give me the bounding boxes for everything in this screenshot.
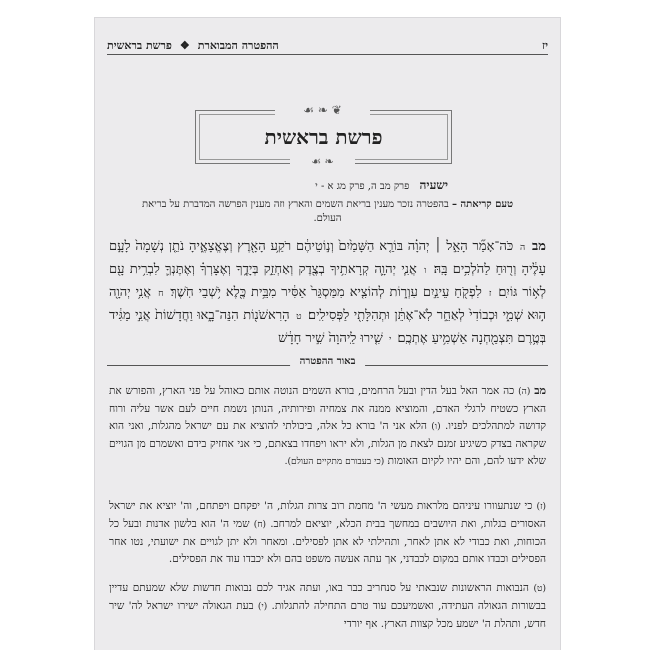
book-title: ההפטרה המבוארת bbox=[197, 39, 279, 52]
commentary-ref: (י) bbox=[257, 602, 268, 612]
verse-number: ו bbox=[424, 266, 427, 276]
header-separator: ❖ bbox=[179, 39, 190, 52]
commentary-text: כה אמר האל בעל הדין ובעל הרחמים, בורא השמים הנוטה אותם כאוהל על פני הארץ, והפורש את הארץ כשטיח לרגלי האדם, והמוציא ממנה את צמחיה ופירותיה, הנותן נשמת חיים לעם אשר עליה ורוח קדושה למתהלכים לפניו. bbox=[109, 385, 547, 432]
commentary-ref: (ה) bbox=[518, 387, 531, 397]
verse-text: אֲנִ֥י יְהוָ֖ה ה֣וּא שְׁמִ֑י וּכְבוֹדִי֙ לְאַחֵ֣ר לֹֽא־אֶתֵּ֔ן וּתְהִלָּתִ֖י לַפְּסִילִֽים׃ bbox=[109, 285, 547, 323]
verse-number: ז bbox=[488, 289, 492, 299]
commentary-chapter: מב bbox=[534, 384, 547, 397]
header-titles bbox=[107, 39, 279, 52]
commentary-text: הנבואות הראשונות שנבאתי על סנחריב כבר באו, ועתה אגיד לכם נבואות חדשות שלא שמעתם עדיין בבשורות הגאולה העתידה, ואשמיעכם עוד טרם התחילה להתגלות. bbox=[109, 582, 546, 612]
commentary-text: בעת הגאולה ישירו ישראל לה' שיר חדש, ותהלת ה' ישמע מכל קצוות הארץ. אף יורדי bbox=[109, 600, 546, 630]
verse-text: שִׁ֤ירוּ לַֽיהוָה֙ שִׁ֣יר חָדָ֔שׁ bbox=[278, 331, 383, 346]
running-header bbox=[107, 30, 548, 55]
haftarah-source bbox=[155, 178, 448, 193]
haftarah-book: ישעיה bbox=[419, 178, 448, 192]
ornament-bottom-icon: ❧ ☙ bbox=[290, 154, 355, 170]
commentary-ref: (ז) bbox=[536, 502, 546, 512]
verse-number: ה bbox=[520, 243, 526, 253]
commentary-note: (כי בעבורם מתקיים העולם). bbox=[284, 457, 385, 467]
commentary-ref: (ט) bbox=[533, 584, 546, 594]
commentary-paragraph bbox=[109, 382, 546, 471]
commentary-ref: (ו) bbox=[431, 422, 441, 432]
commentary-text: הלא אני ה' בורא כל אלה, ביכולתי להוציא את עם ישראל מהגלות, ואני הוא שקראה בצדק כשיגיע זמנם לצאת מן הגלות, ולא יראו ויפחדו בצאתם, כי אני אחזיק בידם ואשמרם מן הגויים שלא ידעו להם, והם יהיו לקיום האומות bbox=[109, 420, 546, 467]
reason-text: בהפטרה נזכר מענין בריאת השמים והארץ וזה מענין הפרשה המדברת על בריאת העולם. bbox=[141, 199, 449, 224]
verse-number: י bbox=[388, 335, 392, 345]
page-number: יז bbox=[542, 39, 548, 52]
commentary-ref: (ח) bbox=[253, 520, 267, 530]
ornament-top-icon: ❦ ❧ ☙ bbox=[275, 102, 370, 118]
verse-text: הָרִאשֹׁנ֖וֹת הִנֵּה־בָ֑אוּ וַחֲדָשׁוֹת֙ אֲנִ֣י מַגִּ֔יד בְּטֶ֥רֶם תִּצְמַ֖חְנָה אַשְׁמִ֥יעַ אֶתְכֶֽם׃ bbox=[109, 308, 546, 346]
reason-label: טעם קריאתה – bbox=[451, 199, 514, 210]
verse-text: כֹּה־אָמַ֞ר הָאֵ֣ל ׀ יְהוָ֗ה בּוֹרֵ֤א הַשָּׁמַ֙יִם֙ וְנ֣וֹטֵיהֶ֔ם רֹקַ֥ע הָאָ֖רֶץ וְצֶאֱצָאֶ֑יהָ נֹתֵ֤ן נְשָׁמָה֙ לָעָ֣ם עָלֶ֔יהָ וְר֖וּחַ לַהֹלְכִ֥ים בָּֽהּ׃ bbox=[109, 239, 546, 277]
verse-text: אֲנִ֧י יְהוָ֛ה קְרָאתִ֥יךָ בְצֶ֖דֶק וְאַחְזֵ֣ק בְּיָדֶ֑ךָ וְאֶצָּרְךָ֗ וְאֶתֶּנְךָ֛ לִבְרִ֥ית עָ֖ם לְא֥וֹר גּוֹיִֽם׃ bbox=[109, 262, 547, 300]
commentary-text: כי שנתעוורו עיניהם מלראות מעשי ה' מחמת רוב צרות הגלות, ה' יפקחם ויפתחם, וה' יוציא את ישראל האסורים בגלות, ואת היושבים במחשך בבית הכלא, יוציאם למרחב. bbox=[109, 500, 546, 530]
haftarah-chapters: פרק מב ה, פרק מג א - י bbox=[315, 181, 410, 192]
commentary-text: שמי ה' הוא בלשון אדנות ובעל כל הכוחות, ואת כבודי לא אתן לאחר, ותהילתי לא אתן לפסילים. ומאחר ולא יתן לגויים את ישועתי, נטו אחר הפסילים וכבדו אותם במקום לכבדני, אך עתה אעשה משפט בהם ולא יכבדו עוד את הפסילים. bbox=[109, 518, 546, 565]
portion-name: פרשת בראשית bbox=[107, 39, 172, 52]
reading-reason bbox=[135, 198, 520, 226]
book-page bbox=[95, 18, 560, 650]
verse-number: ח bbox=[158, 289, 164, 299]
commentary-heading bbox=[107, 356, 548, 374]
commentary-paragraph bbox=[109, 498, 546, 568]
commentary-heading-label: באור ההפטרה bbox=[290, 356, 366, 367]
verse-chapter: מב bbox=[532, 239, 546, 254]
verse-text: לִפְקֹ֖חַ עֵינַ֣יִם עִוְר֑וֹת לְהוֹצִ֤יא מִמַּסְגֵּר֙ אַסִּ֔יר מִבֵּ֥ית כֶּ֖לֶא יֹ֥שְׁבֵי חֹֽשֶׁךְ׃ bbox=[170, 285, 482, 300]
verse-number: ט bbox=[296, 312, 302, 322]
haftarah-verses bbox=[109, 236, 546, 351]
portion-title: פרשת בראשית bbox=[264, 124, 383, 149]
commentary-paragraph bbox=[109, 580, 546, 633]
